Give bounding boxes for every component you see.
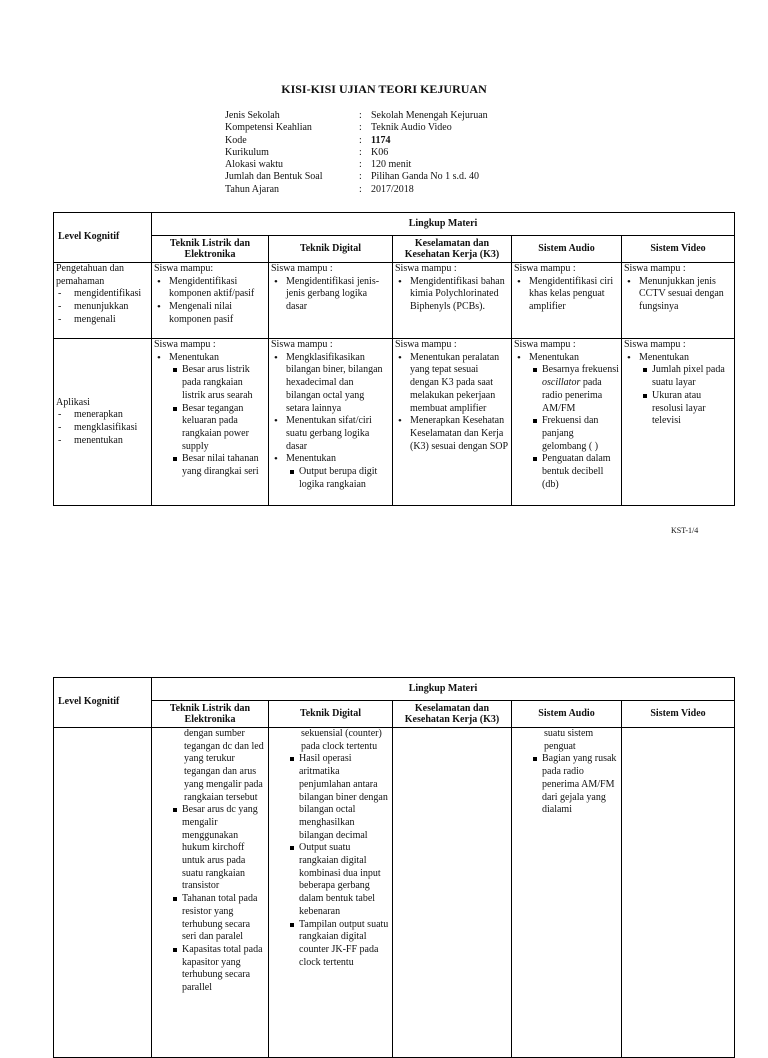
- bullet-item: [154, 352, 266, 479]
- bullet-text: Mengidentifikasi bahan kimia Polychlorinated Biphenyls (PCBs).: [410, 275, 505, 313]
- meta-row: [225, 159, 555, 171]
- sub-item: Hasil operasi aritmatika penjumlahan antara bilangan biner dengan bilangan octal menghasilkan bilangan decimal: [286, 753, 390, 842]
- meta-value: 120 menit: [371, 159, 412, 171]
- cell-intro: Siswa mampu :: [514, 339, 576, 350]
- meta-value: K06: [371, 146, 389, 158]
- bullet-text: Menunjukkan jenis CCTV sesuai dengan fungsinya: [639, 275, 724, 313]
- meta-label: Alokasi waktu: [225, 159, 284, 171]
- level-title: Pengetahuan dan: [56, 263, 125, 274]
- materi-cell: [393, 263, 512, 339]
- meta-label: Tahun Ajaran: [225, 183, 280, 195]
- bullet-list: [624, 352, 732, 428]
- meta-label: Kurikulum: [225, 146, 269, 158]
- bullet-text: Menentukan: [169, 351, 219, 363]
- meta-row: [225, 135, 555, 147]
- bullet-list: [514, 352, 619, 492]
- sub-list: [529, 753, 619, 817]
- bullet-list: [624, 276, 732, 314]
- level-cell-empty: [54, 728, 152, 1058]
- empty-cell: [622, 728, 735, 1058]
- continued-text: sekuensial (counter) pada clock tertentu: [301, 728, 382, 752]
- bullet-item: [624, 276, 732, 314]
- sub-item: Besar tegangan keluaran pada rangkaian power supply: [169, 403, 266, 454]
- bullet-item: [395, 276, 509, 314]
- cell-intro: Siswa mampu :: [514, 263, 576, 274]
- level-verb: - menerapkan: [56, 409, 149, 422]
- bullet-text: Mengidentifikasi komponen aktif/pasif: [169, 275, 255, 300]
- sub-item: Tahanan total pada resistor yang terhubung secara seri dan paralel: [169, 893, 266, 944]
- level-verb-list: [56, 409, 149, 447]
- column-header: Teknik Listrik dan Elektronika: [152, 236, 269, 263]
- bullet-text: Menentukan sifat/ciri suatu gerbang logika dasar: [286, 415, 372, 452]
- meta-label: Jenis Sekolah: [225, 110, 280, 121]
- sub-list: [169, 804, 266, 995]
- emphasis-text: oscillator: [542, 377, 581, 389]
- bullet-text: Menerapkan Kesehatan Keselamatan dan Kerja (K3) sesuai dengan SOP: [410, 415, 509, 452]
- meta-value: Pilihan Ganda No 1 s.d. 40: [371, 171, 480, 183]
- bullet-text: Mengidentifikasi jenis-jenis gerbang logika dasar: [286, 275, 380, 313]
- bullet-item: [154, 276, 266, 301]
- bullet-text: Menentukan: [639, 351, 689, 363]
- sub-list: [286, 466, 390, 491]
- cell-intro: Siswa mampu :: [395, 339, 457, 350]
- materi-cell: [512, 263, 622, 339]
- column-header: Sistem Video: [622, 701, 735, 728]
- meta-label: Kompetensi Keahlian: [225, 122, 312, 134]
- meta-value: Sekolah Menengah Kejuruan: [371, 110, 488, 121]
- sub-list: [639, 364, 732, 428]
- continued-cell: [152, 728, 269, 1058]
- cell-intro: Siswa mampu :: [271, 339, 333, 350]
- level-verb: - mengenali: [56, 314, 149, 327]
- materi-cell: [269, 263, 393, 339]
- level-verb: - mengklasifikasi: [56, 422, 149, 435]
- materi-cell: [622, 263, 735, 339]
- sub-item: Besar arus dc yang mengalir menggunakan hukum kirchoff untuk arus pada suatu rangkaian transistor: [169, 804, 266, 893]
- sub-item: Output berupa digit logika rangkaian: [286, 466, 390, 491]
- column-header: Teknik Digital: [269, 236, 393, 263]
- column-header: Keselamatan dan Kesehatan Kerja (K3): [393, 701, 512, 728]
- bullet-item: [514, 352, 619, 492]
- lingkup-materi-header: Lingkup Materi: [152, 678, 735, 701]
- bullet-item: [395, 415, 509, 453]
- bullet-item: [271, 415, 390, 453]
- table-row: [54, 339, 735, 506]
- level-kognitif-header: Level Kognitif: [54, 213, 152, 263]
- bullet-list: [514, 276, 619, 314]
- level-verb: - menunjukkan: [56, 301, 149, 314]
- bullet-list: [154, 352, 266, 479]
- lingkup-materi-header: Lingkup Materi: [152, 213, 735, 236]
- level-title: Aplikasi: [56, 396, 90, 408]
- bullet-item: [514, 276, 619, 314]
- meta-row: [225, 110, 555, 122]
- bullet-item: [395, 352, 509, 416]
- bullet-item: [154, 301, 266, 326]
- sub-item: Tampilan output suatu rangkaian digital counter JK-FF pada clock tertentu: [286, 919, 390, 970]
- sub-item: Besar arus listrik pada rangkaian listrik arus searah: [169, 364, 266, 402]
- materi-cell: [393, 339, 512, 506]
- cell-intro: Siswa mampu :: [624, 339, 686, 350]
- meta-colon: :: [359, 134, 362, 146]
- sub-item: Frekuensi dan panjang gelombang ( ): [529, 415, 619, 453]
- column-header: Sistem Audio: [512, 236, 622, 263]
- level-verb: - mengidentifikasi: [56, 288, 149, 301]
- meta-row: [225, 122, 555, 134]
- materi-cell: [512, 339, 622, 506]
- level-kognitif-header: Level Kognitif: [54, 678, 152, 728]
- column-header: Keselamatan dan Kesehatan Kerja (K3): [393, 236, 512, 263]
- table-row: [54, 263, 735, 339]
- bullet-list: [154, 276, 266, 327]
- sub-item: Bagian yang rusak pada radio penerima AM/FM dari gejala yang dialami: [529, 753, 619, 817]
- sub-list: [169, 364, 266, 478]
- materi-cell: [622, 339, 735, 506]
- bullet-item: [624, 352, 732, 428]
- sub-item: Kapasitas total pada kapasitor yang terhubung secara parallel: [169, 944, 266, 995]
- sub-list: [529, 364, 619, 491]
- sub-item: Output suatu rangkaian digital kombinasi dua input beberapa gerbang dalam bentuk tabel kebenaran: [286, 842, 390, 918]
- meta-row: [225, 171, 555, 183]
- continued-text: suatu sistem penguat: [544, 728, 594, 752]
- bullet-list: [395, 276, 509, 314]
- meta-value: 1174: [371, 134, 391, 146]
- bullet-text: Mengenali nilai komponen pasif: [169, 301, 234, 325]
- column-header: Sistem Video: [622, 236, 735, 263]
- sub-item: Penguatan dalam bentuk decibell (db): [529, 453, 619, 491]
- bullet-list: [271, 352, 390, 492]
- bullet-text: Menentukan peralatan yang tepat sesuai dengan K3 pada saat melakukan pekerjaan membuat amplifier: [410, 351, 500, 414]
- bullet-list: [271, 276, 390, 314]
- materi-cell: [152, 339, 269, 506]
- bullet-text: Menentukan: [529, 351, 579, 363]
- page-number: KST-1/4: [671, 526, 699, 535]
- cell-intro: Siswa mampu :: [395, 263, 457, 274]
- meta-label: Jumlah dan Bentuk Soal: [225, 171, 323, 183]
- bullet-text: Mengklasifikasikan bilangan biner, bilangan hexadecimal dan bilangan octal yang setara lainnya: [286, 351, 383, 414]
- document-title: KISI-KISI UJIAN TEORI KEJURUAN: [281, 82, 487, 96]
- bullet-list: [395, 352, 509, 454]
- kisi-table-page-1: [53, 212, 735, 506]
- meta-row: [225, 147, 555, 159]
- sub-item: Jumlah pixel pada suatu layar: [639, 364, 732, 389]
- cell-intro: Siswa mampu:: [154, 263, 214, 274]
- meta-colon: :: [359, 171, 362, 183]
- materi-cell: [269, 339, 393, 506]
- bullet-text: Mengidentifikasi ciri khas kelas penguat amplifier: [529, 275, 614, 313]
- cell-intro: Siswa mampu :: [154, 339, 216, 350]
- materi-cell: [152, 263, 269, 339]
- sub-item: Besarnya frekuensi oscillator pada radio penerima AM/FM: [529, 364, 619, 415]
- meta-colon: :: [359, 146, 362, 158]
- level-cell: [54, 263, 152, 339]
- kisi-table-page-2: [53, 677, 735, 1058]
- cell-intro: Siswa mampu :: [624, 263, 686, 274]
- level-cell: [54, 339, 152, 506]
- meta-colon: :: [359, 110, 362, 121]
- meta-colon: :: [359, 183, 362, 195]
- meta-row: [225, 184, 555, 196]
- bullet-item: [271, 453, 390, 491]
- continued-cell: [269, 728, 393, 1058]
- meta-colon: :: [359, 159, 362, 171]
- bullet-text: Menentukan: [286, 453, 336, 465]
- meta-colon: :: [359, 122, 362, 134]
- bullet-item: [271, 276, 390, 314]
- sub-list: [286, 753, 390, 969]
- level-verb: - menentukan: [56, 435, 149, 448]
- meta-label: Kode: [225, 134, 247, 146]
- column-header: Teknik Listrik dan Elektronika: [152, 701, 269, 728]
- cell-intro: Siswa mampu :: [271, 263, 333, 274]
- empty-cell: [393, 728, 512, 1058]
- sub-item: Ukuran atau resolusi layar televisi: [639, 390, 732, 428]
- document-meta: [225, 110, 555, 196]
- bullet-item: [271, 352, 390, 416]
- level-title: pemahaman: [56, 275, 105, 287]
- continued-cell: [512, 728, 622, 1058]
- continued-text: dengan sumber tegangan dc dan led yang terukur tegangan dan arus yang mengalir pada rangkaian tersebut: [184, 728, 264, 803]
- sub-item: Besar nilai tahanan yang dirangkai seri: [169, 453, 266, 478]
- meta-value: Teknik Audio Video: [371, 122, 452, 134]
- column-header: Teknik Digital: [269, 701, 393, 728]
- meta-value: 2017/2018: [371, 183, 414, 195]
- column-header: Sistem Audio: [512, 701, 622, 728]
- level-verb-list: [56, 288, 149, 326]
